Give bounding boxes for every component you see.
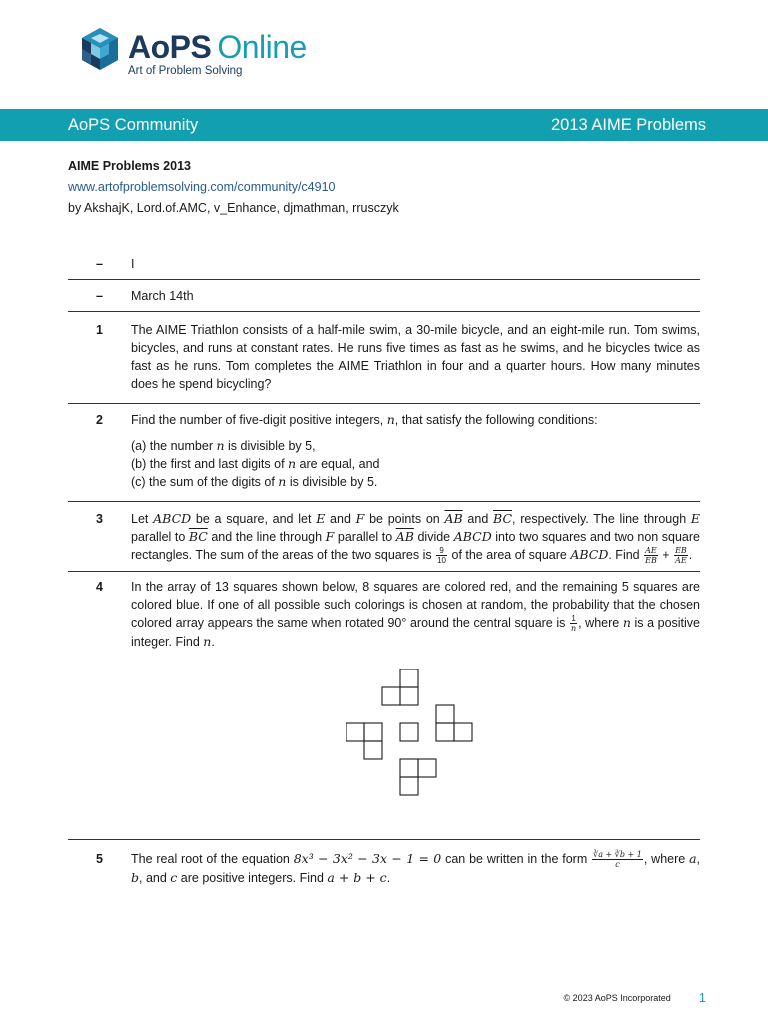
- problem-text: The AIME Triathlon consists of a half-mile swim, a 30-mile bicycle, and an eight-mile run. Tom swims, bicycles, and runs at constant rates. He runs five times as fast as he swims, and he bicycles twice as fast as he runs. Tom completes the AIME Triathlon in four and a quarter hours. How many minutes does he spend bicycling?: [131, 323, 700, 391]
- copyright: © 2023 AoPS Incorporated: [563, 992, 671, 1003]
- section-row: – I: [68, 248, 700, 280]
- problem-row: 2 Find the number of five-digit positive integers, n, that satisfy the following conditions: (a) the number n is divisible by 5, (b) the first and last digits of n are equal, and (c) the sum of the digits of n is divisible by 5.: [68, 404, 700, 502]
- problem-row: 1 The AIME Triathlon consists of a half-mile swim, a 30-mile bicycle, and an eight-mile run. Tom swims, bicycles, and runs at constant rates. He runs five times as fast as he swims, and he bicycles twice as fast as he runs. Tom completes the AIME Triathlon in four and a quarter hours. How many minutes does he spend bicycling?: [68, 312, 700, 404]
- problem-text: Let ABCD be a square, and let E and F be points on $\overline{AB}$ and $\overline{BC}$, respectively. The line through E parallel to $\overline{BC}$ and the line through F parallel to $\overline{AB}$ divide ABCD into two squares and two non square rectangles. The sum of the areas of the two squares is $\frac{9}{10}$ of the area of square ABCD. Find $\frac{AE}{EB}$ + $\frac{EB}{AE}$ .: [131, 511, 701, 566]
- page-number: 1: [698, 990, 706, 1005]
- contest-date: March 14th: [131, 289, 194, 303]
- problem-row: 4 In the array of 13 squares shown below, 8 squares are colored red, and the remaining 5 squares are colored blue. If one of all possible such colorings is chosen at random, the probability that the chosen colored array appears the same when rotated 90° around the central square is $\frac{1}{n}$ , where n is a positive integer. Find n.: [68, 572, 700, 840]
- document-meta: [68, 156, 708, 219]
- date-row: – March 14th: [68, 280, 700, 312]
- page-footer: [564, 990, 706, 1005]
- banner-community: AoPS Community: [68, 115, 199, 134]
- authors-line: by AkshajK, Lord.of.AMC, v_Enhance, djmathman, rrusczyk: [68, 201, 399, 215]
- problem-list: [68, 248, 700, 895]
- logo-subtitle: Art of Problem Solving: [128, 65, 243, 77]
- problem-text: Find the number of five-digit positive integers, n, that satisfy the following conditions: (a) the number n is divisible by 5, (b) the first and last digits of n are equal, and (c) the sum of the digits of n is divisible by 5.: [131, 412, 598, 489]
- problem-text: In the array of 13 squares shown below, 8 squares are colored red, and the remaining 5 squares are colored blue. If one of all possible such colorings is chosen at random, the probability that the chosen colored array appears the same when rotated 90° around the central square is $\frac{1}{n}$ , where n is a positive integer. Find n.: [131, 578, 700, 827]
- problem-text: The real root of the equation 8x³ − 3x² − 3x − 1 = 0 can be written in the form $\frac{∛a + ∛b + 1}{c}$ , where a, b, and c are positive integers. Find a + b + c.: [131, 850, 700, 886]
- header-banner: [0, 109, 768, 141]
- square-array-figure: [346, 669, 486, 799]
- cube-logo-icon: [80, 26, 120, 76]
- problem-row: 5 The real root of the equation 8x³ − 3x² − 3x − 1 = 0 can be written in the form $\frac{∛a + ∛b + 1}{c}$ , where a, b, and c are positive integers. Find a + b + c.: [96, 850, 700, 886]
- community-link[interactable]: www.artofproblemsolving.com/community/c4910: [68, 180, 336, 194]
- logo-wordmark: AoPS Online: [128, 29, 307, 65]
- aops-logo: [80, 26, 307, 82]
- problem-row: 3 Let ABCD be a square, and let E and F be points on $\overline{AB}$ and $\overline{BC}$, respectively. The line through E parallel to $\overline{BC}$ and the line through F parallel to $\overline{AB}$ divide ABCD into two squares and two non square rectangles. The sum of the areas of the two squares is $\frac{9}{10}$ of the area of square ABCD. Find $\frac{AE}{EB}$ + $\frac{EB}{AE}$ .: [68, 502, 700, 572]
- document-title: AIME Problems 2013: [68, 159, 191, 173]
- banner-doc-title: 2013 AIME Problems: [551, 115, 706, 134]
- section-label: I: [131, 257, 135, 271]
